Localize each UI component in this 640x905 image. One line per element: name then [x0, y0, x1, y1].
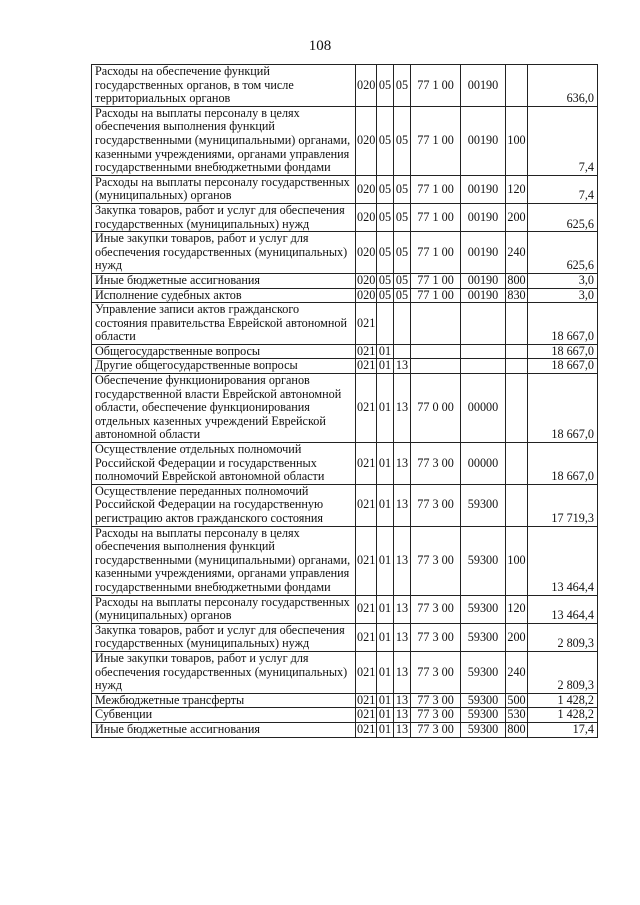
- grbs-code-cell: 021: [356, 374, 377, 443]
- target-program-code-cell: 77 3 00: [411, 651, 461, 693]
- target-program-code-cell: [411, 303, 461, 345]
- subsection-code-cell: [394, 344, 411, 359]
- section-code-cell: 01: [377, 443, 394, 485]
- target-direction-code-cell: 00190: [461, 175, 506, 203]
- expense-name-cell: Закупка товаров, работ и услуг для обеспечения государственных (муниципальных) нужд: [92, 203, 356, 231]
- grbs-code-cell: 021: [357, 693, 376, 707]
- target-program-code-cell: 77 0 00: [411, 374, 461, 443]
- target-program-code-cell: 77 1 00: [411, 65, 461, 107]
- table-row: [92, 484, 598, 526]
- table-row: [92, 443, 598, 485]
- expense-name-cell: Иные бюджетные ассигнования: [92, 273, 356, 288]
- section-code-cell: 01: [377, 484, 394, 526]
- expense-type-code-cell: 530: [507, 707, 526, 722]
- expense-name-cell: Общегосударственные вопросы: [92, 344, 356, 359]
- grbs-code-cell: 021: [356, 484, 377, 526]
- table-row: [92, 359, 598, 374]
- subsection-code-cell: 13: [394, 708, 411, 723]
- subsection-code-cell: 13: [394, 526, 411, 595]
- target-program-code-cell: [411, 359, 461, 374]
- grbs-code-cell: 020: [357, 288, 376, 302]
- grbs-code-cell: 020: [356, 232, 377, 274]
- section-code-cell: 01: [377, 651, 394, 693]
- target-direction-code-cell: 00190: [461, 232, 506, 274]
- target-direction-code-cell: 59300: [461, 595, 506, 623]
- expense-name-cell: Расходы на выплаты персоналу в целях обеспечения выполнения функций государственными (муниципальными) органами, казенными учреждениями, органами управления государственными внебюджетными фондами: [92, 526, 356, 595]
- amount-cell: 7,4: [528, 175, 598, 203]
- target-program-code-cell: 77 1 00: [411, 232, 461, 274]
- subsection-code-cell: 13: [394, 623, 411, 651]
- expense-type-code-cell: 100: [506, 106, 528, 175]
- grbs-code-cell: 020: [357, 273, 376, 287]
- target-direction-code-cell: 00190: [461, 203, 506, 231]
- expense-name-cell: Расходы на выплаты персоналу государственных (муниципальных) органов: [92, 595, 356, 623]
- amount-cell: 3,0: [528, 288, 598, 303]
- expense-name-cell: Иные закупки товаров, работ и услуг для обеспечения государственных (муниципальных) нужд: [92, 651, 356, 693]
- expense-type-code-cell: [506, 374, 528, 443]
- section-code-cell: 05: [377, 273, 394, 288]
- table-row: [92, 106, 598, 175]
- amount-cell: 18 667,0: [528, 443, 598, 485]
- expense-type-code-cell: 830: [507, 288, 526, 302]
- target-program-code-cell: 77 1 00: [411, 106, 461, 175]
- target-program-code-cell: 77 3 00: [411, 443, 461, 485]
- subsection-code-cell: 13: [394, 359, 411, 374]
- target-program-code-cell: 77 3 00: [411, 526, 461, 595]
- target-direction-code-cell: [461, 359, 506, 374]
- table-row: [92, 273, 598, 288]
- grbs-code-cell: 021: [357, 722, 376, 736]
- expense-name-cell: Расходы на обеспечение функций государственных органов, в том числе территориальных органов: [92, 65, 356, 107]
- target-program-code-cell: 77 3 00: [411, 722, 461, 737]
- amount-cell: 18 667,0: [528, 374, 598, 443]
- amount-cell: 17 719,3: [528, 484, 598, 526]
- target-program-code-cell: 77 3 00: [411, 708, 461, 723]
- grbs-code-cell: 021: [357, 707, 376, 722]
- amount-cell: 1 428,2: [528, 693, 598, 708]
- table-row: [92, 203, 598, 231]
- expense-name-cell: Осуществление переданных полномочий Российской Федерации на государственную регистрацию актов гражданского состояния: [92, 484, 356, 526]
- expense-type-code-cell: 200: [506, 623, 528, 651]
- expense-type-code-cell: 800: [507, 273, 526, 287]
- subsection-code-cell: 05: [394, 232, 411, 274]
- target-program-code-cell: 77 3 00: [411, 595, 461, 623]
- expense-name-cell: Расходы на выплаты персоналу государственных (муниципальных) органов: [92, 175, 356, 203]
- table-row: [92, 374, 598, 443]
- amount-cell: 625,6: [528, 203, 598, 231]
- grbs-code-cell: 021: [357, 344, 376, 358]
- expense-type-code-cell: [506, 359, 528, 374]
- target-direction-code-cell: 59300: [461, 484, 506, 526]
- target-direction-code-cell: 00190: [461, 288, 506, 303]
- amount-cell: 2 809,3: [528, 651, 598, 693]
- section-code-cell: 01: [377, 722, 394, 737]
- expense-type-code-cell: 120: [506, 595, 528, 623]
- amount-cell: 2 809,3: [528, 623, 598, 651]
- expense-name-cell: Другие общегосударственные вопросы: [92, 359, 356, 374]
- amount-cell: 636,0: [528, 65, 598, 107]
- section-code-cell: 01: [377, 359, 394, 374]
- expense-type-code-cell: 100: [506, 526, 528, 595]
- amount-cell: 1 428,2: [528, 708, 598, 723]
- grbs-code-cell: 021: [356, 651, 377, 693]
- target-direction-code-cell: 59300: [461, 526, 506, 595]
- expense-type-code-cell: 120: [506, 175, 528, 203]
- target-direction-code-cell: 59300: [461, 651, 506, 693]
- table-row: [92, 623, 598, 651]
- target-direction-code-cell: 00000: [461, 374, 506, 443]
- expense-name-cell: Обеспечение функционирования органов государственной власти Еврейской автономной области, обеспечение функционирования отдельных казенных учреждений Еврейской автономной области: [92, 374, 356, 443]
- table-row: [92, 232, 598, 274]
- target-program-code-cell: 77 1 00: [411, 175, 461, 203]
- expense-type-code-cell: [506, 443, 528, 485]
- amount-cell: 13 464,4: [528, 526, 598, 595]
- expense-type-code-cell: 500: [507, 693, 526, 707]
- grbs-code-cell: 021: [356, 526, 377, 595]
- subsection-code-cell: 13: [394, 443, 411, 485]
- table-row: [92, 344, 598, 359]
- expense-name-cell: Расходы на выплаты персоналу в целях обеспечения выполнения функций государственными (муниципальными) органами, казенными учреждениями, органами управления государственными внебюджетными фондами: [92, 106, 356, 175]
- subsection-code-cell: 13: [394, 651, 411, 693]
- grbs-code-cell: 021: [356, 623, 377, 651]
- amount-cell: 3,0: [528, 273, 598, 288]
- subsection-code-cell: 05: [394, 288, 411, 303]
- target-direction-code-cell: 00190: [461, 106, 506, 175]
- target-direction-code-cell: 59300: [461, 693, 506, 708]
- section-code-cell: 01: [377, 526, 394, 595]
- expense-type-code-cell: 240: [506, 651, 528, 693]
- grbs-code-cell: 021: [356, 443, 377, 485]
- subsection-code-cell: 13: [394, 722, 411, 737]
- subsection-code-cell: 05: [394, 273, 411, 288]
- section-code-cell: 05: [377, 203, 394, 231]
- expense-name-cell: Осуществление отдельных полномочий Российской Федерации и государственных полномочий Еврейской автономной области: [92, 443, 356, 485]
- target-program-code-cell: 77 3 00: [411, 623, 461, 651]
- expense-type-code-cell: [506, 65, 528, 107]
- expense-name-cell: Управление записи актов гражданского состояния правительства Еврейской автономной области: [92, 303, 356, 345]
- grbs-code-cell: 020: [356, 65, 377, 107]
- target-program-code-cell: 77 1 00: [411, 273, 461, 288]
- table-row: [92, 722, 598, 737]
- table-row: [92, 526, 598, 595]
- expense-name-cell: Субвенции: [92, 708, 356, 723]
- target-program-code-cell: 77 3 00: [411, 484, 461, 526]
- subsection-code-cell: 13: [394, 595, 411, 623]
- amount-cell: 18 667,0: [528, 359, 598, 374]
- target-program-code-cell: 77 1 00: [411, 288, 461, 303]
- expense-name-cell: Закупка товаров, работ и услуг для обеспечения государственных (муниципальных) нужд: [92, 623, 356, 651]
- section-code-cell: 01: [377, 595, 394, 623]
- target-program-code-cell: 77 1 00: [411, 203, 461, 231]
- grbs-code-cell: 021: [357, 358, 376, 373]
- subsection-code-cell: 13: [394, 484, 411, 526]
- section-code-cell: 01: [377, 708, 394, 723]
- subsection-code-cell: 05: [394, 65, 411, 107]
- section-code-cell: 01: [377, 623, 394, 651]
- target-program-code-cell: 77 3 00: [411, 693, 461, 708]
- section-code-cell: 05: [377, 65, 394, 107]
- table-row: [92, 65, 598, 107]
- target-direction-code-cell: 00190: [461, 65, 506, 107]
- expense-type-code-cell: 240: [506, 232, 528, 274]
- page-number: 108: [308, 38, 332, 54]
- target-direction-code-cell: 59300: [461, 623, 506, 651]
- amount-cell: 7,4: [528, 106, 598, 175]
- amount-cell: 18 667,0: [528, 303, 598, 345]
- subsection-code-cell: 13: [394, 693, 411, 708]
- target-direction-code-cell: [461, 344, 506, 359]
- section-code-cell: [377, 303, 394, 345]
- table-row: [92, 651, 598, 693]
- target-direction-code-cell: 59300: [461, 722, 506, 737]
- expense-type-code-cell: 800: [507, 722, 526, 736]
- subsection-code-cell: 05: [394, 203, 411, 231]
- amount-cell: 13 464,4: [528, 595, 598, 623]
- target-direction-code-cell: [461, 303, 506, 345]
- amount-cell: 625,6: [528, 232, 598, 274]
- table-row: [92, 175, 598, 203]
- target-program-code-cell: [411, 344, 461, 359]
- table-row: [92, 595, 598, 623]
- expense-name-cell: Исполнение судебных актов: [92, 288, 356, 303]
- subsection-code-cell: [394, 303, 411, 345]
- grbs-code-cell: 020: [356, 203, 377, 231]
- amount-cell: 18 667,0: [528, 344, 598, 359]
- expense-type-code-cell: [506, 344, 528, 359]
- section-code-cell: 05: [377, 175, 394, 203]
- expense-name-cell: Иные бюджетные ассигнования: [92, 722, 356, 737]
- target-direction-code-cell: 59300: [461, 708, 506, 723]
- section-code-cell: 05: [377, 232, 394, 274]
- grbs-code-cell: 021: [356, 595, 377, 623]
- subsection-code-cell: 05: [394, 175, 411, 203]
- section-code-cell: 05: [377, 106, 394, 175]
- expense-name-cell: Иные закупки товаров, работ и услуг для обеспечения государственных (муниципальных) нужд: [92, 232, 356, 274]
- grbs-code-cell: 020: [356, 106, 377, 175]
- expense-name-cell: Межбюджетные трансферты: [92, 693, 356, 708]
- amount-cell: 17,4: [528, 722, 598, 737]
- budget-table: [91, 64, 598, 738]
- expense-type-code-cell: [506, 303, 528, 345]
- target-direction-code-cell: 00190: [461, 273, 506, 288]
- table-row: [92, 288, 598, 303]
- table-row: [92, 693, 598, 708]
- subsection-code-cell: 05: [394, 106, 411, 175]
- table-row: [92, 708, 598, 723]
- subsection-code-cell: 13: [394, 374, 411, 443]
- grbs-code-cell: 020: [356, 175, 377, 203]
- target-direction-code-cell: 00000: [461, 443, 506, 485]
- budget-table-body: [92, 65, 598, 738]
- section-code-cell: 01: [377, 374, 394, 443]
- section-code-cell: 01: [377, 344, 394, 359]
- section-code-cell: 05: [377, 288, 394, 303]
- section-code-cell: 01: [377, 693, 394, 708]
- expense-type-code-cell: [506, 484, 528, 526]
- grbs-code-cell: 021: [356, 303, 377, 345]
- table-row: [92, 303, 598, 345]
- expense-type-code-cell: 200: [506, 203, 528, 231]
